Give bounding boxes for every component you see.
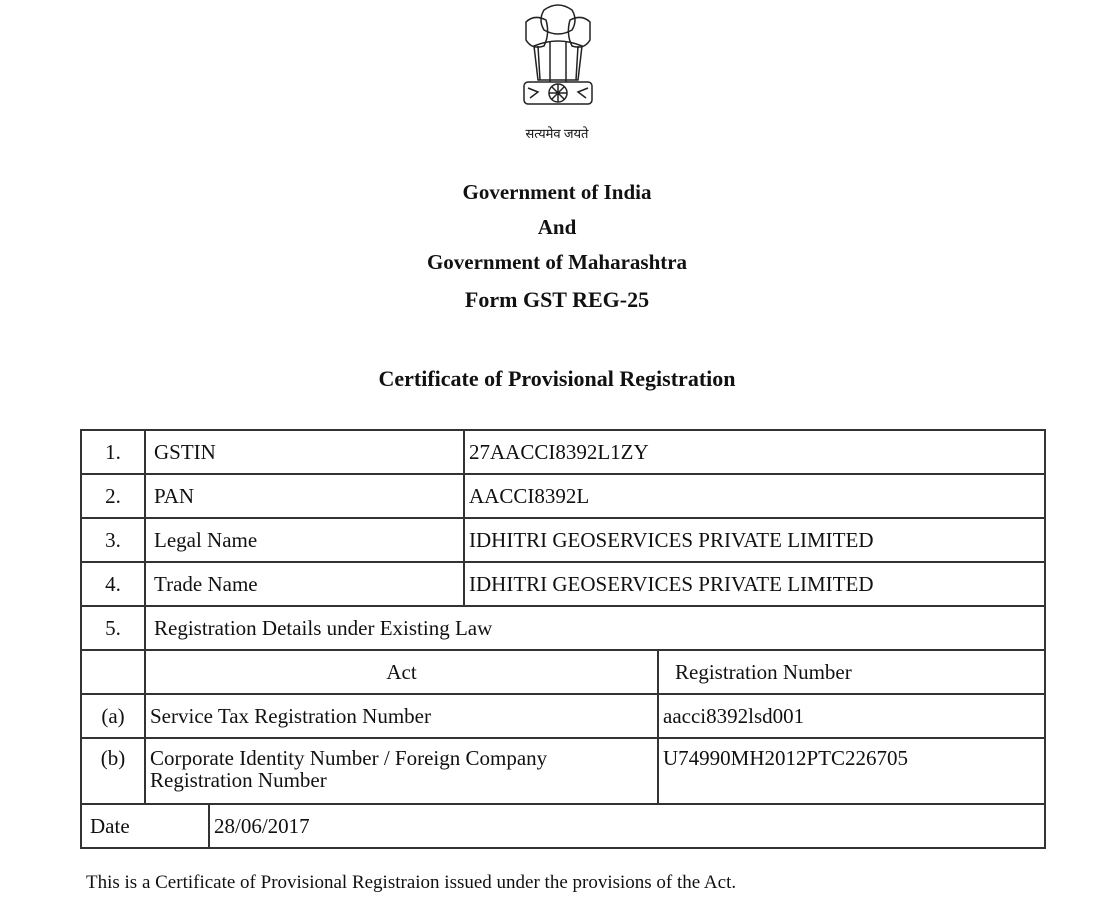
date-label: Date xyxy=(81,804,209,848)
registration-table xyxy=(80,429,1046,849)
row-value: IDHITRI GEOSERVICES PRIVATE LIMITED xyxy=(464,562,1045,606)
form-number: Form GST REG-25 xyxy=(464,287,650,312)
table-row xyxy=(81,804,1045,848)
registration-number: U74990MH2012PTC226705 xyxy=(658,738,1045,804)
emblem-motto: सत्यमेव जयते xyxy=(525,126,589,141)
date-value: 28/06/2017 xyxy=(209,804,1045,848)
row-value: IDHITRI GEOSERVICES PRIVATE LIMITED xyxy=(464,518,1045,562)
row-value: 27AACCI8392L1ZY xyxy=(464,430,1045,474)
certificate-title: Certificate of Provisional Registration xyxy=(378,366,736,391)
row-number: 4. xyxy=(81,562,145,606)
heading-and: And xyxy=(537,215,577,239)
row-number: 2. xyxy=(81,474,145,518)
heading-govt-state: Government of Maharashtra xyxy=(426,250,688,274)
footer-note: This is a Certificate of Provisional Registraion issued under the provisions of the Act. xyxy=(86,872,737,893)
table-row xyxy=(81,430,1045,474)
row-number: (a) xyxy=(81,694,145,738)
row-number: 3. xyxy=(81,518,145,562)
row-label: Trade Name xyxy=(145,562,464,606)
registration-number: aacci8392lsd001 xyxy=(658,694,1045,738)
section-label: Registration Details under Existing Law xyxy=(145,606,1045,650)
act-name: Service Tax Registration Number xyxy=(145,694,658,738)
table-row xyxy=(81,474,1045,518)
row-label: PAN xyxy=(145,474,464,518)
table-row xyxy=(81,518,1045,562)
table-row xyxy=(81,562,1045,606)
heading-govt-india: Government of India xyxy=(462,180,652,204)
empty-cell xyxy=(81,650,145,694)
table-row xyxy=(81,606,1045,650)
row-number: 5. xyxy=(81,606,145,650)
table-row xyxy=(81,738,1045,804)
table-row xyxy=(81,694,1045,738)
row-label: Legal Name xyxy=(145,518,464,562)
act-name: Corporate Identity Number / Foreign Company Registration Number xyxy=(145,738,658,804)
national-emblem-icon xyxy=(516,2,600,117)
row-number: (b) xyxy=(81,738,145,804)
row-value: AACCI8392L xyxy=(464,474,1045,518)
row-label: GSTIN xyxy=(145,430,464,474)
column-header-registration-number: Registration Number xyxy=(658,650,1045,694)
row-number: 1. xyxy=(81,430,145,474)
column-header-act: Act xyxy=(145,650,658,694)
subtable-header xyxy=(81,650,1045,694)
